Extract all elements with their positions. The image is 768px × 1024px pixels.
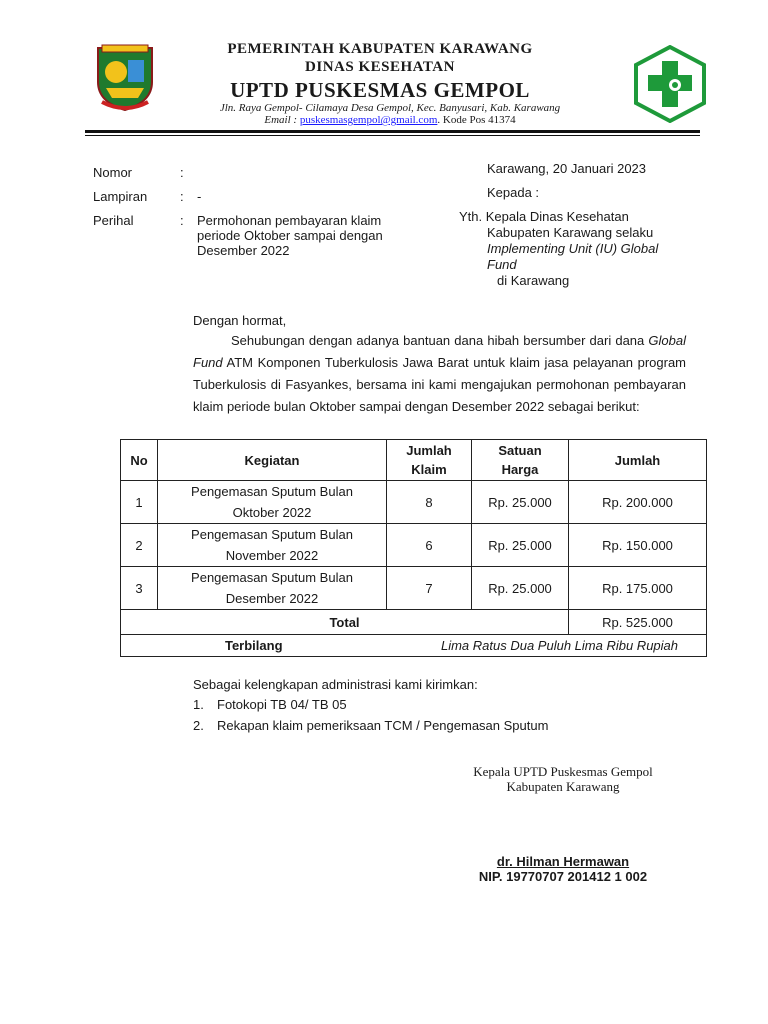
recipient-line-2: Kabupaten Karawang selaku	[487, 225, 654, 240]
cell-jumlah: Rp. 175.000	[569, 567, 707, 610]
cell-kegiatan	[158, 567, 387, 610]
list-item	[193, 697, 347, 712]
list-item	[193, 718, 548, 733]
cell-jumlah: Rp. 200.000	[569, 481, 707, 524]
list-text: Rekapan klaim pemeriksaan TCM / Pengemasan Sputum	[217, 718, 549, 733]
header-email-line	[150, 114, 630, 126]
cell-kegiatan-2: November 2022	[225, 548, 319, 563]
cell-no: 2	[121, 524, 158, 567]
cell-klaim: 8	[387, 481, 472, 524]
header-rule-thin	[85, 135, 700, 136]
postcode: . Kode Pos 41374	[437, 114, 516, 126]
cell-no: 1	[121, 481, 158, 524]
signature-title-2: Kabupaten Karawang	[506, 779, 620, 794]
signature-name: dr. Hilman Hermawan	[496, 854, 630, 869]
cell-kegiatan-2: Desember 2022	[225, 591, 319, 606]
table-row	[121, 481, 707, 524]
list-number: 1.	[193, 697, 204, 712]
meta-colon-nomor: :	[180, 165, 184, 180]
terbilang-value: Lima Ratus Dua Puluh Lima Ribu Rupiah	[387, 635, 707, 657]
cell-harga: Rp. 25.000	[472, 567, 569, 610]
cell-kegiatan-2: Oktober 2022	[232, 505, 312, 520]
recipient-place: di Karawang	[497, 273, 570, 288]
meta-value-perihal: Permohonan pembayaran klaim periode Oktober sampai dengan Desember 2022	[197, 213, 383, 258]
meta-colon-lampiran: :	[180, 189, 184, 204]
cell-no: 3	[121, 567, 158, 610]
meta-value-lampiran: -	[197, 189, 202, 204]
table-total-row	[121, 610, 707, 635]
cell-kegiatan	[158, 481, 387, 524]
th-satuan-harga	[472, 440, 569, 481]
th-jumlah-klaim	[387, 440, 472, 481]
meta-colon-perihal: :	[180, 213, 184, 228]
body-rest: ATM Komponen Tuberkulosis Jawa Barat untuk klaim jasa pelayanan program Tuberkulosis di Fasyankes, bersama ini kami mengajukan permohonan pembayaran klaim periode bulan Oktober sampai dengan Desember 2022 sebagai berikut:	[193, 355, 686, 414]
th-satuan-1: Satuan	[498, 443, 542, 458]
th-jumlah-klaim-2: Klaim	[411, 462, 447, 477]
table-row	[121, 567, 707, 610]
meta-label-nomor: Nomor	[93, 165, 133, 180]
meta-label-lampiran: Lampiran	[93, 189, 148, 204]
cell-kegiatan	[158, 524, 387, 567]
header-rule-thick	[85, 130, 700, 133]
header-line-1: PEMERINTAH KABUPATEN KARAWANG	[227, 41, 533, 57]
attachments-intro: Sebagai kelengkapan administrasi kami kirimkan:	[193, 677, 478, 692]
recipient-unit-1: Implementing Unit (IU) Global	[487, 241, 659, 256]
meta-label-perihal: Perihal	[93, 213, 134, 228]
th-kegiatan: Kegiatan	[158, 440, 387, 481]
claims-table	[120, 439, 707, 657]
terbilang-label: Terbilang	[121, 635, 387, 657]
kepada-label: Kepada :	[487, 185, 540, 200]
table-header-row	[121, 440, 707, 481]
list-text: Fotokopi TB 04/ TB 05	[217, 697, 347, 712]
signature-nip: NIP. 19770707 201412 1 002	[478, 869, 648, 884]
cell-harga: Rp. 25.000	[472, 481, 569, 524]
cell-kegiatan-1: Pengemasan Sputum Bulan	[191, 527, 353, 542]
body-intro: Sehubungan dengan adanya bantuan dana hibah bersumber dari dana	[231, 333, 645, 348]
cell-kegiatan-1: Pengemasan Sputum Bulan	[191, 570, 353, 585]
greeting: Dengan hormat,	[193, 313, 287, 328]
cell-jumlah: Rp. 150.000	[569, 524, 707, 567]
health-cross-logo-icon	[634, 45, 706, 123]
email-label: Email :	[264, 114, 298, 126]
cell-kegiatan-1: Pengemasan Sputum Bulan	[191, 484, 353, 499]
th-jumlah: Jumlah	[569, 440, 707, 481]
cell-klaim: 6	[387, 524, 472, 567]
letter-date: Karawang, 20 Januari 2023	[487, 161, 647, 176]
total-label: Total	[121, 610, 569, 635]
body-italic: Global Fund	[193, 333, 686, 370]
recipient-line-1: Yth. Kepala Dinas Kesehatan	[459, 209, 629, 224]
header-address: Jln. Raya Gempol- Cilamaya Desa Gempol, Kec. Banyusari, Kab. Karawang	[219, 102, 561, 114]
signature-title-1: Kepala UPTD Puskesmas Gempol	[473, 764, 653, 779]
header-line-2: DINAS KESEHATAN	[305, 59, 455, 75]
th-no: No	[121, 440, 158, 481]
cell-klaim: 7	[387, 567, 472, 610]
list-number: 2.	[193, 718, 204, 733]
header-title: UPTD PUSKESMAS GEMPOL	[230, 78, 530, 102]
cell-harga: Rp. 25.000	[472, 524, 569, 567]
karawang-crest-icon	[92, 42, 158, 112]
th-satuan-2: Harga	[501, 462, 539, 477]
body-paragraph	[193, 330, 686, 418]
table-row	[121, 524, 707, 567]
recipient-unit-2: Fund	[487, 257, 517, 272]
total-value: Rp. 525.000	[569, 610, 707, 635]
th-jumlah-klaim-1: Jumlah	[406, 443, 452, 458]
email-link[interactable]: puskesmasgempol@gmail.com	[299, 114, 438, 126]
table-terbilang-row	[121, 635, 707, 657]
